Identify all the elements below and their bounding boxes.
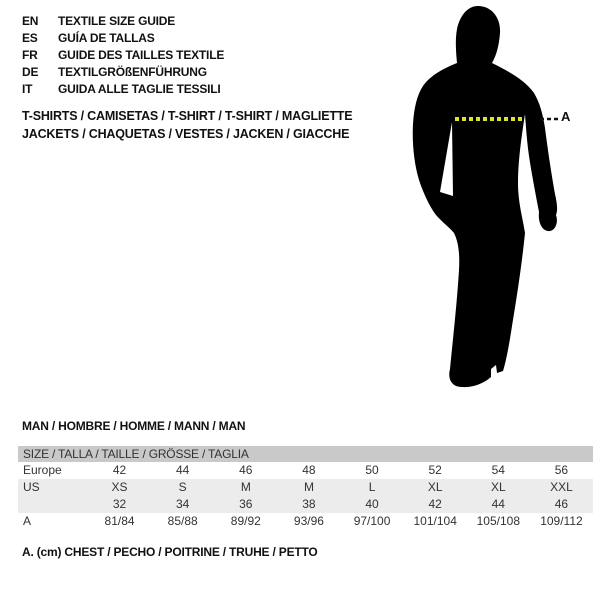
language-row <box>22 13 224 30</box>
size-cell: 46 <box>554 497 569 511</box>
language-title: GUIDE DES TAILLES TEXTILE <box>58 48 225 62</box>
language-title: TEXTILE SIZE GUIDE <box>58 14 176 28</box>
table-row <box>18 462 593 479</box>
size-cell: 97/100 <box>353 514 391 528</box>
size-table-body <box>18 462 593 530</box>
size-cell: XXL <box>550 480 573 494</box>
size-cell: M <box>240 480 251 494</box>
language-code: IT <box>22 82 33 96</box>
row-label <box>18 496 88 513</box>
language-code: ES <box>22 31 38 45</box>
size-cell: XL <box>490 480 506 494</box>
category-list <box>22 107 352 143</box>
size-cell: 38 <box>302 497 316 511</box>
size-cell: 32 <box>112 497 127 511</box>
size-cell: 42 <box>428 497 442 511</box>
size-cell: L <box>368 480 376 494</box>
row-label: US <box>23 480 40 494</box>
size-cell: 89/92 <box>230 514 261 528</box>
size-cell: XL <box>427 480 443 494</box>
size-cell: 42 <box>112 463 127 477</box>
language-title: GUÍA DE TALLAS <box>58 31 155 45</box>
size-cell: XS <box>111 480 128 494</box>
man-silhouette-path <box>413 6 557 387</box>
language-title: GUIDA ALLE TAGLIE TESSILI <box>58 82 221 96</box>
table-row <box>18 479 593 496</box>
size-cell: 34 <box>176 497 190 511</box>
language-code: FR <box>22 48 38 62</box>
size-cell: S <box>178 480 187 494</box>
row-label: Europe <box>23 463 62 477</box>
size-cell: 109/112 <box>540 514 583 528</box>
size-cell: 48 <box>302 463 316 477</box>
size-cell: 40 <box>365 497 379 511</box>
language-row <box>22 81 224 98</box>
category-line: T-SHIRTS / CAMISETAS / T-SHIRT / T-SHIRT / MAGLIETTE <box>22 109 353 123</box>
language-code: DE <box>22 65 39 79</box>
size-cell: 93/96 <box>293 514 324 528</box>
size-cell: 54 <box>491 463 505 477</box>
size-cell: M <box>303 480 314 494</box>
size-cell: 52 <box>428 463 442 477</box>
size-cell: 44 <box>176 463 190 477</box>
size-table <box>18 446 593 530</box>
size-cell: 50 <box>365 463 379 477</box>
man-silhouette-icon <box>400 0 600 400</box>
size-cell: 85/88 <box>167 514 198 528</box>
row-label: A <box>23 514 32 528</box>
table-row <box>18 513 593 530</box>
language-row <box>22 47 224 64</box>
size-cell: 44 <box>491 497 505 511</box>
size-table-header: SIZE / TALLA / TAILLE / GRÖSSE / TAGLIA <box>18 446 593 462</box>
size-cell: 101/104 <box>413 514 457 528</box>
language-title: TEXTILGRÖßENFÜHRUNG <box>58 65 207 79</box>
language-list <box>22 13 224 98</box>
language-code: EN <box>22 14 39 28</box>
man-silhouette-figure <box>400 0 600 400</box>
category-line: JACKETS / CHAQUETAS / VESTES / JACKEN / GIACCHE <box>22 127 350 141</box>
measure-label-a: A <box>561 109 571 124</box>
size-cell: 36 <box>239 497 253 511</box>
size-cell: 46 <box>239 463 253 477</box>
size-cell: 56 <box>554 463 569 477</box>
language-row <box>22 30 224 47</box>
section-title: MAN / HOMBRE / HOMME / MANN / MAN <box>22 419 246 433</box>
measurement-footnote: A. (cm) CHEST / PECHO / POITRINE / TRUHE / PETTO <box>22 545 318 559</box>
size-cell: 81/84 <box>104 514 135 528</box>
table-row <box>18 496 593 513</box>
language-row <box>22 64 224 81</box>
size-cell: 105/108 <box>476 514 520 528</box>
